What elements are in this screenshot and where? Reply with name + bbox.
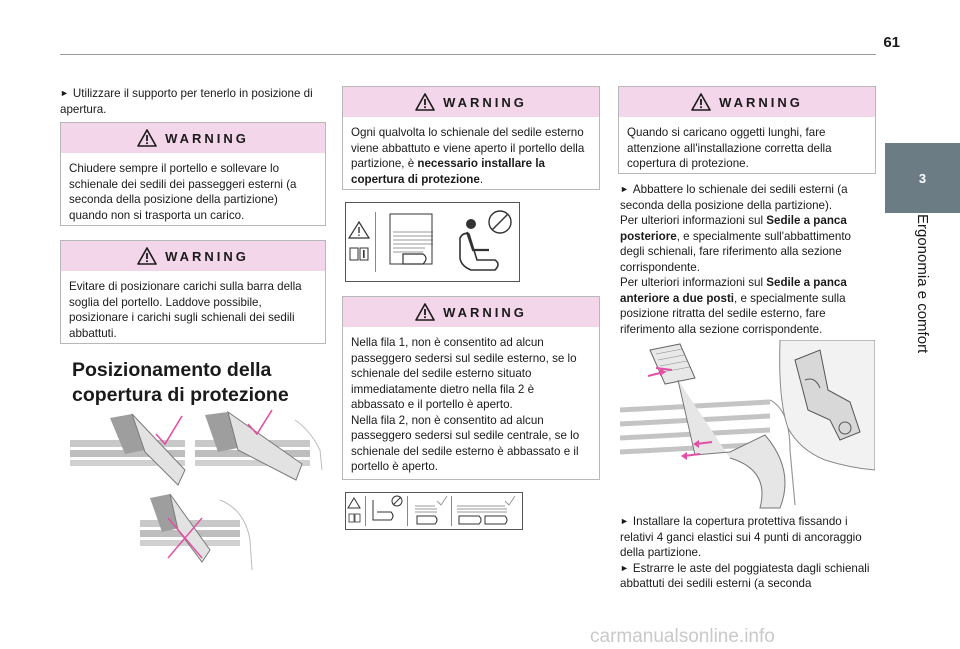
reference-text: , e specialmente sull'abbattimento degli schienali, fare riferimento alla sezione corrispondente. [620, 229, 851, 274]
warning-triangle-icon [137, 129, 157, 147]
detail-inset [780, 340, 875, 470]
warning-paragraph: Nella fila 1, non è consentito ad alcun passeggero sedersi sul sedile esterno, se lo schienale del sedile esterno situato immediatamente dietro nella fila 2 è abbassato e il portello è aperto. [351, 336, 577, 411]
instruction-bullet: ► Estrarre le aste del poggiatesta dagli schienali abbattuti dei sedili esterni (a seconda [620, 561, 876, 592]
warning-title: WARNING [443, 304, 527, 320]
warning-box-2 [60, 240, 326, 344]
reference-link[interactable]: Sedile a panca anteriore a due posti [620, 276, 847, 305]
warning-text: Quando si caricano oggetti lunghi, fare attenzione all'installazione corretta della copertura di protezione. [627, 126, 832, 170]
warning-triangle-icon [137, 247, 157, 265]
cover-position-3 [140, 494, 252, 570]
chapter-title [897, 214, 937, 374]
warning-box-1 [60, 122, 326, 226]
warning-text-bold: necessario installare la copertura di protezione [351, 157, 545, 186]
warning-text-start: Ogni qualvolta lo schienale del sedile esterno viene abbattuto e viene aperto il portello della partizione, è [351, 126, 585, 170]
warning-header [61, 241, 325, 271]
warning-text [343, 117, 599, 195]
cover-position-2 [195, 410, 322, 480]
instruction-bullet: ► Abbattere lo schienale dei sedili esterni (a seconda della posizione della partizione). [620, 182, 876, 213]
warning-header [619, 87, 875, 117]
warning-title: WARNING [165, 130, 249, 146]
cover-installation-illustration [620, 340, 875, 510]
watermark-text: carmanualsonline.info [590, 626, 775, 646]
warning-text: Evitare di posizionare carichi sulla barra della soglia del portello. Laddove possibile, posizionare i carichi sugli schienali dei sedili abbattuti. [69, 280, 302, 340]
reference-link[interactable]: Sedile a panca posteriore [620, 214, 847, 243]
section-title: Posizionamento della copertura di protezione [72, 359, 289, 406]
reference-paragraph [620, 213, 876, 275]
warning-header [61, 123, 325, 153]
cover-positions-illustration [70, 410, 330, 585]
warning-text-end: . [479, 172, 484, 186]
header-rule [60, 54, 876, 55]
instruction-bullet: ► Installare la copertura protettiva fissando i relativi 4 ganci elastici sui 4 punti di ancoraggio della partizione. [620, 514, 876, 561]
pictogram-seat-rows [345, 492, 523, 530]
warning-header [343, 87, 599, 117]
cover-position-1 [70, 414, 185, 485]
intro-paragraph [60, 86, 326, 117]
pictogram-seat-warning [345, 202, 520, 282]
warning-box-3 [342, 86, 600, 190]
warning-paragraph: Nella fila 2, non è consentito ad alcun passeggero sedersi sul sedile centrale, se lo schienale del sedile esterno è abbassato e il portello è aperto. [351, 413, 580, 473]
warning-header [343, 297, 599, 327]
warning-triangle-icon [691, 93, 711, 111]
intro-bullet: ► Utilizzare il supporto per tenerlo in posizione di apertura. [60, 86, 326, 117]
reference-text: Per ulteriori informazioni sul [620, 214, 767, 227]
chapter-title-text: Ergonomia e comfort [914, 214, 931, 354]
check-icon [156, 416, 182, 444]
chapter-number: 3 [918, 170, 927, 186]
reference-paragraph [620, 275, 876, 337]
chapter-tab[interactable] [885, 143, 960, 213]
warning-title: WARNING [165, 248, 249, 264]
instructions-bottom [620, 514, 876, 592]
warning-text: Chiudere sempre il portello e sollevare lo schienale dei sedili dei passeggeri esterni (a seconda della posizione della partizione) quando non si trasporta un carico. [69, 162, 297, 222]
warning-title: WARNING [443, 94, 527, 110]
page-number: 61 [883, 34, 900, 51]
warning-triangle-icon [415, 303, 435, 321]
reference-text: , e specialmente sulla posizione ritratta del sedile esterno, fare riferimento alla sezione corrispondente. [620, 291, 846, 336]
warning-title: WARNING [719, 94, 803, 110]
watermark-logo [590, 626, 920, 646]
warning-text [343, 327, 599, 483]
warning-triangle-icon [415, 93, 435, 111]
instructions-top [620, 182, 876, 337]
warning-box-4 [342, 296, 600, 480]
reference-text: Per ulteriori informazioni sul [620, 276, 767, 289]
warning-box-5 [618, 86, 876, 174]
